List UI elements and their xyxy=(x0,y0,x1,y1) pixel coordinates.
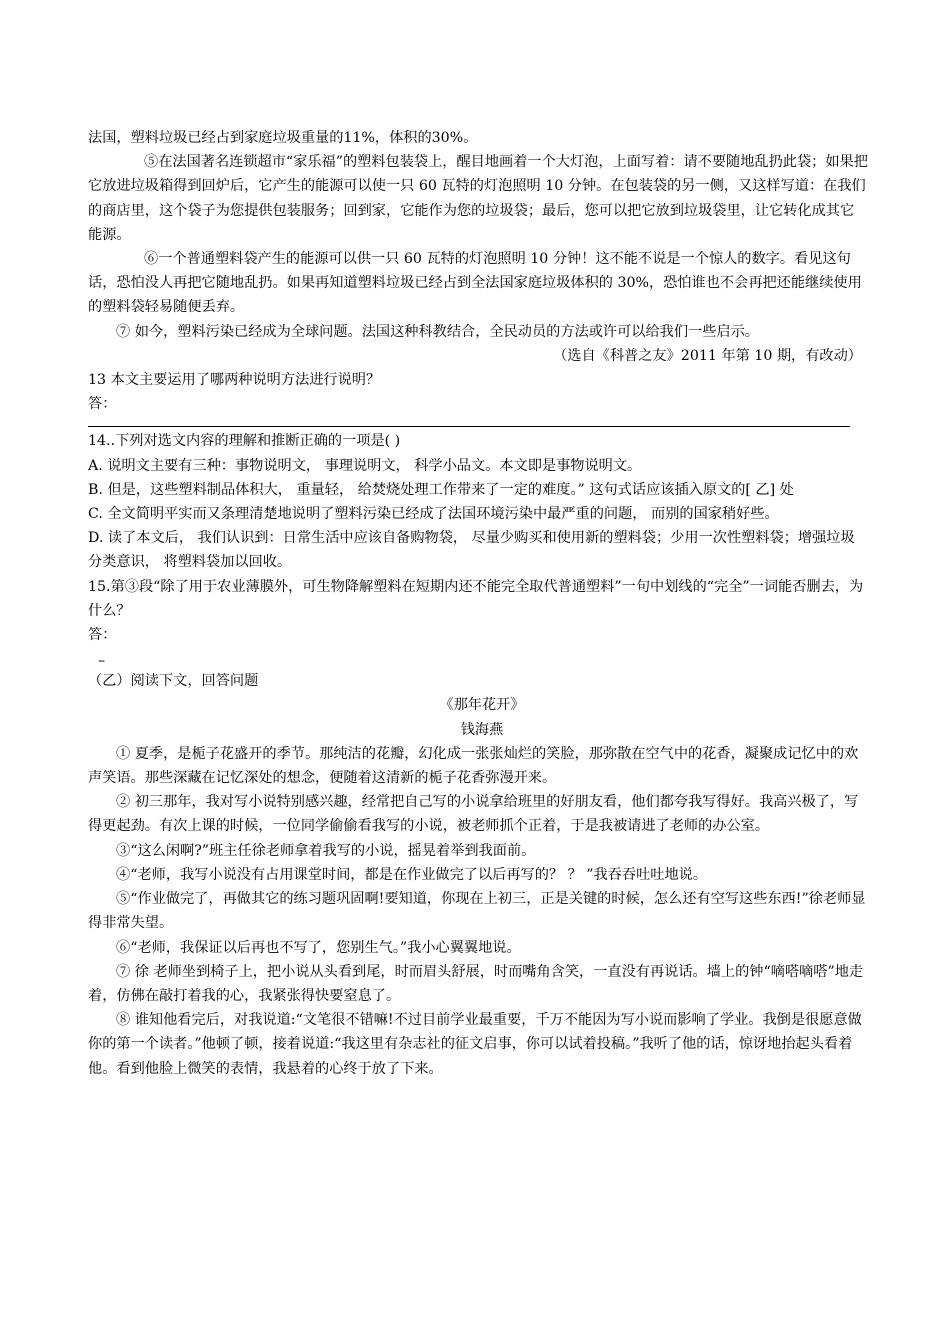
answer-label-15: 答： xyxy=(88,627,117,644)
passage-b-author: 钱海燕 xyxy=(460,721,504,738)
passage-b-paragraph: ⑥“老师，我保证以后再也不写了，您别生气。”我小心翼翼地说。 xyxy=(116,939,521,956)
question-14-option-a: A. 说明文主要有三种：事物说明文， 事理说明文， 科学小品文。本文即是事物说明文。 xyxy=(88,457,642,474)
question-14-option-c: C. 全文简明平实而又条理清楚地说明了塑料污染已经成了法国环境污染中最严重的问题， 而别的国家稍好些。 xyxy=(88,506,779,523)
question-15: 15.第③段“除了用于农业薄膜外，可生物降解塑料在短期内还不能完全取代普通塑料”一句中划线的“完全”一词能否删去，为什么？ xyxy=(88,578,864,619)
question-14-option-d: D. 读了本文后， 我们认识到：日常生活中应该自备购物袋， 尽量少购买和使用新的塑料袋；少用一次性塑料袋；增强垃圾分类意识， 将塑料袋加以回收。 xyxy=(88,530,855,571)
passage-b-paragraph: ⑧ 谁知他看完后，对我说道:“文笔很不错嘛!不过目前学业最重要，千万不能因为写小说而影响了学业。我倒是很愿意做你的第一个读者。”他顿了顿，接着说道:“我这里有杂志社的征文启事，你可以试着投稿。”我听了他的话，惊讶地抬起头看着他。看到他脸上微笑的表情，我悬着的心终于放了下来。 xyxy=(88,1012,862,1077)
answer-label-13: 答： xyxy=(88,396,117,413)
passage-a-para-4-tail: 法国，塑料垃圾已经占到家庭垃圾重量的11%，体积的30%。 xyxy=(88,130,478,146)
question-14: 14..下列对选文内容的理解和推断正确的一项是( ) xyxy=(88,433,401,450)
passage-b-paragraph: ⑤“作业做完了，再做其它的练习题巩固啊!要知道，你现在上初三，正是关键的时候，怎么还有空写这些东西!”徐老师显得非常失望。 xyxy=(88,891,866,932)
passage-b-intro: （乙）阅读下文，回答问题 xyxy=(88,673,259,690)
passage-b-paragraph: ② 初三那年，我对写小说特别感兴趣，经常把自己写的小说拿给班里的好朋友看，他们都夸我写得好。我高兴极了，写得更起劲。有次上课的时候，一位同学偷偷看我写的小说，被老师抓个正着，于是我被请进了老师的办公室。 xyxy=(88,794,859,835)
question-14-option-b: B. 但是，这些塑料制品体积大， 重量轻， 给焚烧处理工作带来了一定的难度。” 这句式话应该插入原文的[ 乙] 处 xyxy=(88,481,794,498)
passage-b-title: 《那年花开》 xyxy=(439,697,525,714)
document-page xyxy=(88,126,868,1081)
passage-a-para-6: ⑥一个普通塑料袋产生的能源可以供一只 60 瓦特的灯泡照明 10 分钟！这不能不说是一个惊人的数字。看见这句话，恐怕没人再把它随地乱扔。如果再知道塑料垃圾已经占到全法国家庭垃圾体积的 30%，恐怕谁也不会再把还能继续使用的塑料袋轻易随便丢弃。 xyxy=(88,251,862,316)
passage-a-para-5: ⑤在法国著名连锁超市“家乐福”的塑料包装袋上，醒目地画着一个大灯泡，上面写着：请不要随地乱扔此袋；如果把它放进垃圾箱得到回炉后，它产生的能源可以使一只 60 瓦特的灯泡照明 10 分钟。在包装袋的另一侧，又这样写道：在我们的商店里，这个袋子为您提供包装服务；回到家，它能作为您的垃圾袋；最后，您可以把它放到垃圾袋里，让它转化成其它能源。 xyxy=(88,154,868,243)
passage-b-paragraph: ⑦ 徐 老师坐到椅子上，把小说从头看到尾，时而眉头舒展，时而嘴角含笑，一直没有再说话。墙上的钟“嘀嗒嘀嗒”地走着，仿佛在敲打着我的心，我紧张得快要窒息了。 xyxy=(88,963,864,1004)
passage-a-para-7: ⑦ 如今，塑料污染已经成为全球问题。法国这种科教结合，全民动员的方法或许可以给我们一些启示。 xyxy=(116,323,759,340)
answer-line-13[interactable] xyxy=(88,416,850,427)
passage-b-paragraph: ③“这么闲啊?”班主任徐老师拿着我写的小说，摇晃着举到我面前。 xyxy=(116,842,536,859)
answer-dash: – xyxy=(98,653,106,670)
question-13: 13 本文主要运用了哪两种说明方法进行说明？ xyxy=(88,372,381,389)
passage-b-paragraph: ① 夏季，是栀子花盛开的季节。那纯洁的花瓣，幻化成一张张灿烂的笑脸，那弥散在空气中的花香，凝聚成记忆中的欢声笑语。那些深藏在记忆深处的想念，便随着这清新的栀子花香弥漫开来。 xyxy=(88,745,859,787)
passage-a-source: （选自《科普之友》2011 年第 10 期，有改动） xyxy=(553,347,862,364)
passage-b-paragraph: ④“老师，我写小说没有占用课堂时间，都是在作业做完了以后再写的？ ？ ”我吞吞吐吐地说。 xyxy=(116,866,708,883)
